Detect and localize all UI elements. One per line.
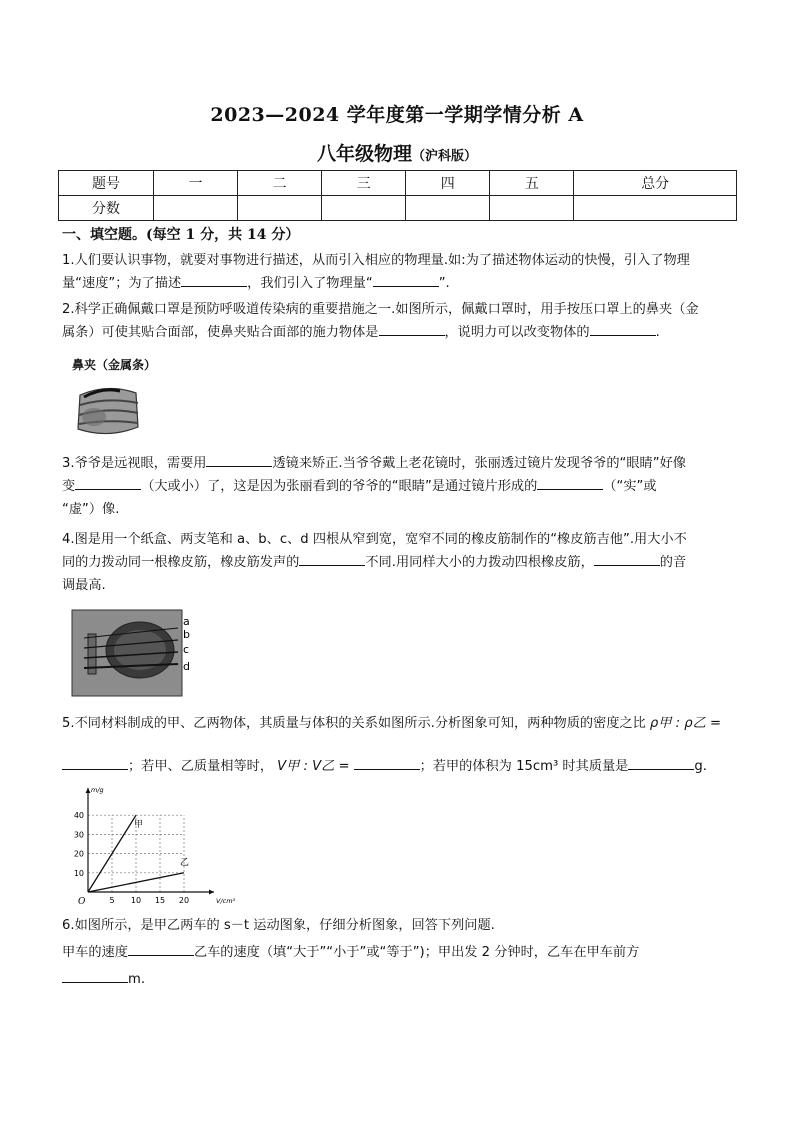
x-axis-label: V/cm³ [216, 897, 236, 905]
q3-text: 透镜来矫正.当爷爷戴上老花镜时，张丽透过镜片发现爷爷的“眼睛”好像 [272, 456, 686, 471]
q4-line-3: 调最高. [62, 578, 106, 593]
x-tick-label: 15 [154, 896, 166, 905]
rubber-band-guitar-photo [70, 608, 196, 698]
q1-text: ”. [438, 276, 450, 291]
question-2 [62, 298, 738, 344]
band-label-c: c [183, 643, 190, 656]
table-cell: 总分 [574, 171, 737, 196]
answer-blank[interactable] [181, 272, 247, 287]
question-4 [62, 528, 738, 597]
q5-line-2 [62, 755, 738, 778]
question-3 [62, 452, 738, 521]
answer-blank[interactable] [206, 452, 272, 467]
q3-text: 变 [62, 479, 76, 494]
table-row [59, 171, 737, 196]
q4-text: 的音 [659, 555, 687, 570]
answer-blank[interactable] [379, 321, 445, 336]
y-tick-label: 20 [73, 849, 84, 859]
q1-text: 量“速度”；为了描述 [62, 276, 182, 291]
series-label: 乙 [180, 857, 190, 868]
q4-text: 不同.用同样大小的力拨动四根橡皮筋， [365, 555, 594, 570]
table-cell: 四 [406, 171, 490, 196]
q2-text: ，说明力可以改变物体的 [444, 325, 590, 340]
score-input-2[interactable] [238, 196, 322, 221]
origin-label: O [78, 897, 86, 907]
answer-blank[interactable] [373, 272, 439, 287]
q4-line-2 [62, 551, 738, 574]
q1-line-1: 1.人们要认识事物，就要对事物进行描述，从而引入相应的物理量.如:为了描述物体运动的快慢，引入了物理 [62, 253, 690, 268]
q2-text: 属条）可使其贴合面部，使鼻夹贴合面部的施力物体是 [62, 325, 379, 340]
answer-blank[interactable] [628, 755, 694, 770]
question-1 [62, 249, 738, 295]
answer-blank[interactable] [62, 968, 128, 983]
table-cell: 题号 [59, 171, 154, 196]
table-cell: 五 [490, 171, 574, 196]
q5-text: ；若甲的体积为 15cm³ 时其质量是 [419, 759, 629, 774]
q3-text: （“实”或 [603, 479, 657, 494]
question-5 [62, 712, 738, 778]
band-label-a: a [183, 615, 190, 628]
x-tick-label: 5 [109, 896, 115, 905]
question-6 [62, 914, 738, 991]
band-label-d: d [183, 660, 190, 673]
y-tick-label: 40 [73, 811, 84, 821]
exam-title: 2023—2024 学年度第一学期学情分析 A [210, 104, 584, 126]
q1-line-2 [62, 272, 738, 295]
q3-line-1 [62, 452, 738, 475]
q3-text: 3.爷爷是远视眼，需要用 [62, 456, 207, 471]
section-heading: 一、填空题。(每空 1 分，共 14 分） [62, 227, 300, 243]
q6-text: 甲车的速度 [62, 945, 128, 960]
q3-line-3: “虚”）像. [62, 502, 120, 517]
density-ratio-expression: ρ甲 : ρ乙 = [649, 716, 722, 731]
q6-text: 乙车的速度（填“大于”“小于”或“等于”)；甲出发 2 分钟时，乙车在甲车前方 [193, 945, 640, 960]
y-axis-label: m/g [91, 786, 104, 794]
score-input-3[interactable] [322, 196, 406, 221]
answer-blank[interactable] [75, 475, 141, 490]
x-tick-label: 20 [178, 896, 190, 905]
answer-blank[interactable] [354, 755, 420, 770]
q6-text: m. [128, 972, 146, 987]
score-input-5[interactable] [490, 196, 574, 221]
y-axis-arrow [86, 788, 91, 793]
q1-text: ，我们引入了物理量“ [247, 276, 373, 291]
mask-figure-caption: 鼻夹（金属条） [72, 358, 157, 372]
series-label: 甲 [134, 820, 144, 831]
score-input-1[interactable] [154, 196, 238, 221]
q6-line-2 [62, 941, 738, 964]
x-tick-label: 10 [130, 896, 142, 905]
volume-ratio-expression: V甲 : V乙 = [277, 759, 350, 774]
band-label-b: b [183, 628, 190, 641]
table-row [59, 196, 737, 221]
q4-line-1: 4.图是用一个纸盒、两支笔和 a、b、c、d 四根从窄到宽，宽窄不同的橡皮筋制作的“橡皮筋吉他”.用大小不 [62, 532, 687, 547]
subject-title [0, 139, 794, 166]
table-cell: 二 [238, 171, 322, 196]
answer-blank[interactable] [590, 321, 656, 336]
score-input-4[interactable] [406, 196, 490, 221]
answer-blank[interactable] [62, 755, 128, 770]
subject-name: 八年级物理 [316, 143, 412, 165]
score-table [58, 170, 737, 221]
q6-line-1: 6.如图所示，是甲乙两车的 s－t 运动图象，仔细分析图象，回答下列问题. [62, 918, 495, 933]
mask-photo [72, 377, 144, 443]
q3-line-2 [62, 475, 738, 498]
table-cell: 三 [322, 171, 406, 196]
q3-text: （大或小）了，这是因为张丽看到的爷爷的“眼睛”是通过镜片形成的 [141, 479, 538, 494]
mass-volume-chart [68, 786, 236, 910]
q6-line-3 [62, 968, 738, 991]
table-cell: 一 [154, 171, 238, 196]
score-input-total[interactable] [574, 196, 737, 221]
q4-text: 同的力拨动同一根橡皮筋，橡皮筋发声的 [62, 555, 300, 570]
answer-blank[interactable] [594, 551, 660, 566]
q5-line-1 [62, 712, 738, 735]
q2-line-2 [62, 321, 738, 344]
q5-text: 5.不同材料制成的甲、乙两物体，其质量与体积的关系如图所示.分析图象可知，两种物质的密度之比 [62, 716, 646, 731]
q2-line-1: 2.科学正确佩戴口罩是预防呼吸道传染病的重要措施之一.如图所示，佩戴口罩时，用手按压口罩上的鼻夹（金 [62, 302, 699, 317]
q2-text: . [655, 325, 660, 340]
edition-label: （沪科版） [412, 149, 478, 164]
x-axis-arrow [209, 890, 214, 895]
y-tick-label: 30 [73, 830, 84, 840]
q5-text: g. [694, 759, 707, 774]
table-cell: 分数 [59, 196, 154, 221]
y-tick-label: 10 [73, 868, 84, 878]
answer-blank[interactable] [537, 475, 603, 490]
answer-blank[interactable] [299, 551, 365, 566]
answer-blank[interactable] [128, 941, 194, 956]
q5-text: ；若甲、乙质量相等时， [128, 759, 274, 774]
